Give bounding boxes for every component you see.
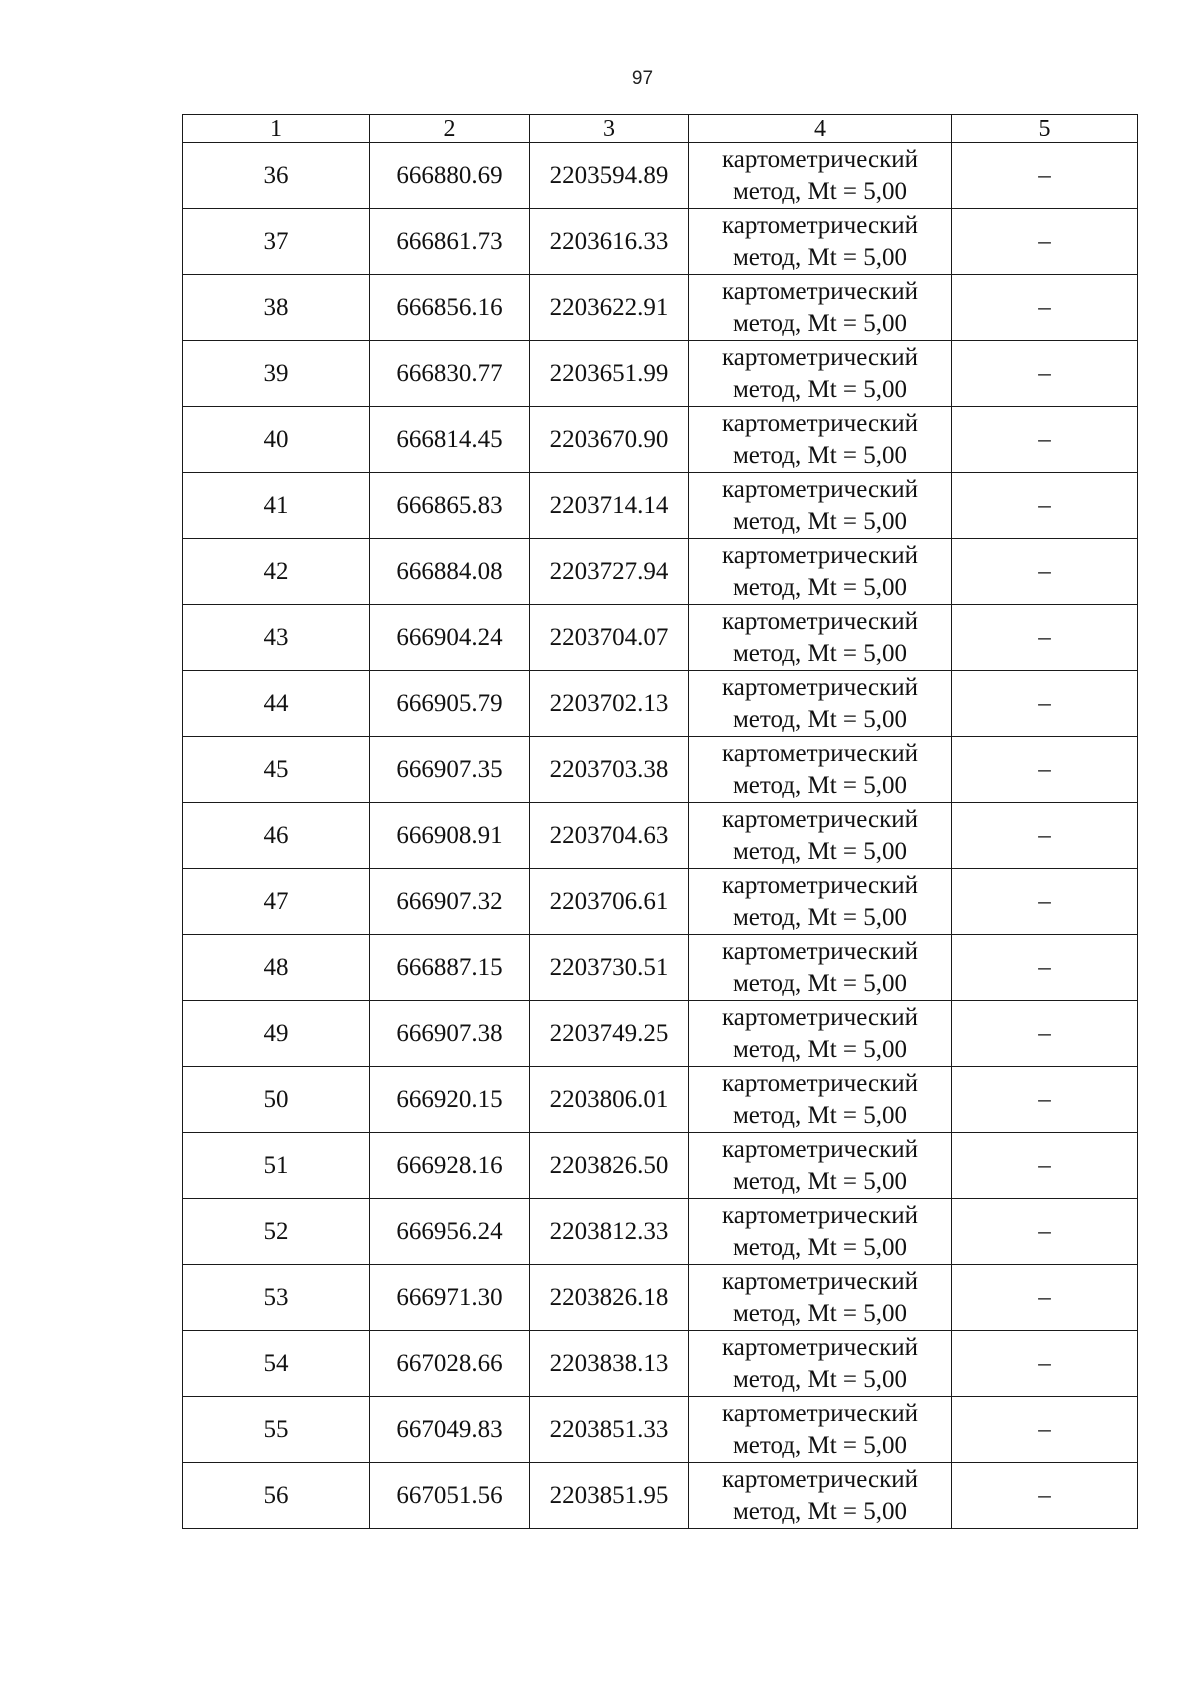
point-number-cell: 56 [183, 1463, 370, 1529]
x-coordinate-cell: 666856.16 [370, 275, 530, 341]
point-number-cell: 39 [183, 341, 370, 407]
point-number-cell: 51 [183, 1133, 370, 1199]
table-row [183, 1397, 1138, 1463]
table-row [183, 737, 1138, 803]
table-row [183, 1067, 1138, 1133]
col-5-cell: – [952, 1067, 1138, 1133]
x-coordinate-cell: 666905.79 [370, 671, 530, 737]
method-line-1: картометрический [722, 475, 918, 503]
method-cell [689, 1397, 952, 1463]
col-5-cell: – [952, 935, 1138, 1001]
y-coordinate-cell: 2203749.25 [530, 1001, 689, 1067]
point-number-cell: 43 [183, 605, 370, 671]
method-cell [689, 473, 952, 539]
table-row [183, 1001, 1138, 1067]
method-line-2: метод, Mt = 5,00 [732, 969, 908, 997]
col-5-cell: – [952, 1331, 1138, 1397]
x-coordinate-cell: 666884.08 [370, 539, 530, 605]
method-line-1: картометрический [722, 277, 918, 305]
method-line-1: картометрический [722, 1399, 918, 1427]
col-5-cell: – [952, 605, 1138, 671]
y-coordinate-cell: 2203704.07 [530, 605, 689, 671]
point-number-cell: 38 [183, 275, 370, 341]
y-coordinate-cell: 2203714.14 [530, 473, 689, 539]
method-line-1: картометрический [722, 145, 918, 173]
x-coordinate-cell: 666861.73 [370, 209, 530, 275]
method-line-1: картометрический [722, 1267, 918, 1295]
coordinates-table [182, 114, 1138, 1529]
x-coordinate-cell: 666904.24 [370, 605, 530, 671]
col-5-cell: – [952, 1463, 1138, 1529]
method-line-2: метод, Mt = 5,00 [732, 375, 908, 403]
point-number-cell: 46 [183, 803, 370, 869]
table-row [183, 539, 1138, 605]
method-line-1: картометрический [722, 1003, 918, 1031]
header-row [183, 115, 1138, 143]
method-line-2: метод, Mt = 5,00 [732, 177, 908, 205]
col-5-cell: – [952, 869, 1138, 935]
method-cell [689, 275, 952, 341]
point-number-cell: 42 [183, 539, 370, 605]
x-coordinate-cell: 666887.15 [370, 935, 530, 1001]
y-coordinate-cell: 2203706.61 [530, 869, 689, 935]
point-number-cell: 52 [183, 1199, 370, 1265]
method-cell [689, 1199, 952, 1265]
method-line-2: метод, Mt = 5,00 [732, 771, 908, 799]
header-col-2: 2 [370, 115, 530, 143]
method-cell [689, 1265, 952, 1331]
y-coordinate-cell: 2203594.89 [530, 143, 689, 209]
x-coordinate-cell: 666956.24 [370, 1199, 530, 1265]
method-cell [689, 803, 952, 869]
x-coordinate-cell: 666907.38 [370, 1001, 530, 1067]
method-line-1: картометрический [722, 871, 918, 899]
method-line-1: картометрический [722, 1333, 918, 1361]
col-5-cell: – [952, 1265, 1138, 1331]
header-col-3: 3 [530, 115, 689, 143]
x-coordinate-cell: 666928.16 [370, 1133, 530, 1199]
y-coordinate-cell: 2203812.33 [530, 1199, 689, 1265]
method-line-1: картометрический [722, 1135, 918, 1163]
table-row [183, 1133, 1138, 1199]
point-number-cell: 41 [183, 473, 370, 539]
method-cell [689, 1067, 952, 1133]
x-coordinate-cell: 666907.35 [370, 737, 530, 803]
method-line-2: метод, Mt = 5,00 [732, 1101, 908, 1129]
x-coordinate-cell: 666865.83 [370, 473, 530, 539]
method-line-2: метод, Mt = 5,00 [732, 573, 908, 601]
method-line-1: картометрический [722, 211, 918, 239]
y-coordinate-cell: 2203730.51 [530, 935, 689, 1001]
point-number-cell: 50 [183, 1067, 370, 1133]
method-line-2: метод, Mt = 5,00 [732, 309, 908, 337]
table-row [183, 209, 1138, 275]
method-line-1: картометрический [722, 673, 918, 701]
y-coordinate-cell: 2203851.33 [530, 1397, 689, 1463]
method-cell [689, 605, 952, 671]
point-number-cell: 37 [183, 209, 370, 275]
point-number-cell: 54 [183, 1331, 370, 1397]
y-coordinate-cell: 2203670.90 [530, 407, 689, 473]
table-row [183, 869, 1138, 935]
method-cell [689, 935, 952, 1001]
y-coordinate-cell: 2203651.99 [530, 341, 689, 407]
point-number-cell: 36 [183, 143, 370, 209]
method-line-2: метод, Mt = 5,00 [732, 1167, 908, 1195]
method-cell [689, 1133, 952, 1199]
method-cell [689, 341, 952, 407]
method-cell [689, 1463, 952, 1529]
table-row [183, 803, 1138, 869]
method-line-1: картометрический [722, 937, 918, 965]
y-coordinate-cell: 2203851.95 [530, 1463, 689, 1529]
table-row [183, 473, 1138, 539]
col-5-cell: – [952, 539, 1138, 605]
y-coordinate-cell: 2203704.63 [530, 803, 689, 869]
table-row [183, 407, 1138, 473]
x-coordinate-cell: 667049.83 [370, 1397, 530, 1463]
col-5-cell: – [952, 407, 1138, 473]
method-line-2: метод, Mt = 5,00 [732, 1431, 908, 1459]
method-cell [689, 671, 952, 737]
x-coordinate-cell: 666908.91 [370, 803, 530, 869]
table-row [183, 1463, 1138, 1529]
col-5-cell: – [952, 803, 1138, 869]
header-col-1: 1 [183, 115, 370, 143]
method-line-1: картометрический [722, 409, 918, 437]
table-body [183, 143, 1138, 1529]
table-row [183, 275, 1138, 341]
method-line-2: метод, Mt = 5,00 [732, 1299, 908, 1327]
point-number-cell: 40 [183, 407, 370, 473]
page-number: 97 [631, 68, 654, 89]
table-row [183, 1265, 1138, 1331]
method-line-2: метод, Mt = 5,00 [732, 441, 908, 469]
x-coordinate-cell: 666814.45 [370, 407, 530, 473]
method-line-2: метод, Mt = 5,00 [732, 1233, 908, 1261]
table-row [183, 671, 1138, 737]
y-coordinate-cell: 2203727.94 [530, 539, 689, 605]
x-coordinate-cell: 667028.66 [370, 1331, 530, 1397]
header-col-5: 5 [952, 115, 1138, 143]
y-coordinate-cell: 2203838.13 [530, 1331, 689, 1397]
method-cell [689, 209, 952, 275]
point-number-cell: 47 [183, 869, 370, 935]
method-line-1: картометрический [722, 343, 918, 371]
method-line-2: метод, Mt = 5,00 [732, 1497, 908, 1525]
x-coordinate-cell: 666907.32 [370, 869, 530, 935]
col-5-cell: – [952, 275, 1138, 341]
method-line-2: метод, Mt = 5,00 [732, 837, 908, 865]
method-line-2: метод, Mt = 5,00 [732, 1035, 908, 1063]
table-row [183, 1331, 1138, 1397]
header-col-4: 4 [689, 115, 952, 143]
point-number-cell: 49 [183, 1001, 370, 1067]
point-number-cell: 55 [183, 1397, 370, 1463]
method-cell [689, 1331, 952, 1397]
table-row [183, 605, 1138, 671]
method-cell [689, 143, 952, 209]
method-line-1: картометрический [722, 1069, 918, 1097]
point-number-cell: 48 [183, 935, 370, 1001]
method-line-1: картометрический [722, 1465, 918, 1493]
point-number-cell: 45 [183, 737, 370, 803]
method-cell [689, 539, 952, 605]
method-cell [689, 1001, 952, 1067]
y-coordinate-cell: 2203826.18 [530, 1265, 689, 1331]
col-5-cell: – [952, 1133, 1138, 1199]
table-row [183, 935, 1138, 1001]
x-coordinate-cell: 666920.15 [370, 1067, 530, 1133]
x-coordinate-cell: 667051.56 [370, 1463, 530, 1529]
table-row [183, 341, 1138, 407]
y-coordinate-cell: 2203702.13 [530, 671, 689, 737]
table-row [183, 143, 1138, 209]
col-5-cell: – [952, 671, 1138, 737]
col-5-cell: – [952, 737, 1138, 803]
col-5-cell: – [952, 341, 1138, 407]
method-line-2: метод, Mt = 5,00 [732, 243, 908, 271]
point-number-cell: 44 [183, 671, 370, 737]
point-number-cell: 53 [183, 1265, 370, 1331]
col-5-cell: – [952, 143, 1138, 209]
method-line-1: картометрический [722, 541, 918, 569]
method-line-1: картометрический [722, 607, 918, 635]
table-row [183, 1199, 1138, 1265]
method-cell [689, 869, 952, 935]
method-line-2: метод, Mt = 5,00 [732, 1365, 908, 1393]
x-coordinate-cell: 666971.30 [370, 1265, 530, 1331]
y-coordinate-cell: 2203703.38 [530, 737, 689, 803]
y-coordinate-cell: 2203622.91 [530, 275, 689, 341]
method-line-2: метод, Mt = 5,00 [732, 639, 908, 667]
table-header [183, 115, 1138, 143]
col-5-cell: – [952, 1397, 1138, 1463]
method-line-1: картометрический [722, 739, 918, 767]
method-line-2: метод, Mt = 5,00 [732, 903, 908, 931]
col-5-cell: – [952, 1001, 1138, 1067]
method-cell [689, 407, 952, 473]
method-line-1: картометрический [722, 1201, 918, 1229]
y-coordinate-cell: 2203616.33 [530, 209, 689, 275]
y-coordinate-cell: 2203806.01 [530, 1067, 689, 1133]
x-coordinate-cell: 666880.69 [370, 143, 530, 209]
col-5-cell: – [952, 1199, 1138, 1265]
method-cell [689, 737, 952, 803]
method-line-1: картометрический [722, 805, 918, 833]
method-line-2: метод, Mt = 5,00 [732, 507, 908, 535]
y-coordinate-cell: 2203826.50 [530, 1133, 689, 1199]
method-line-2: метод, Mt = 5,00 [732, 705, 908, 733]
coordinates-table-wrapper [182, 114, 1137, 1529]
col-5-cell: – [952, 473, 1138, 539]
col-5-cell: – [952, 209, 1138, 275]
x-coordinate-cell: 666830.77 [370, 341, 530, 407]
